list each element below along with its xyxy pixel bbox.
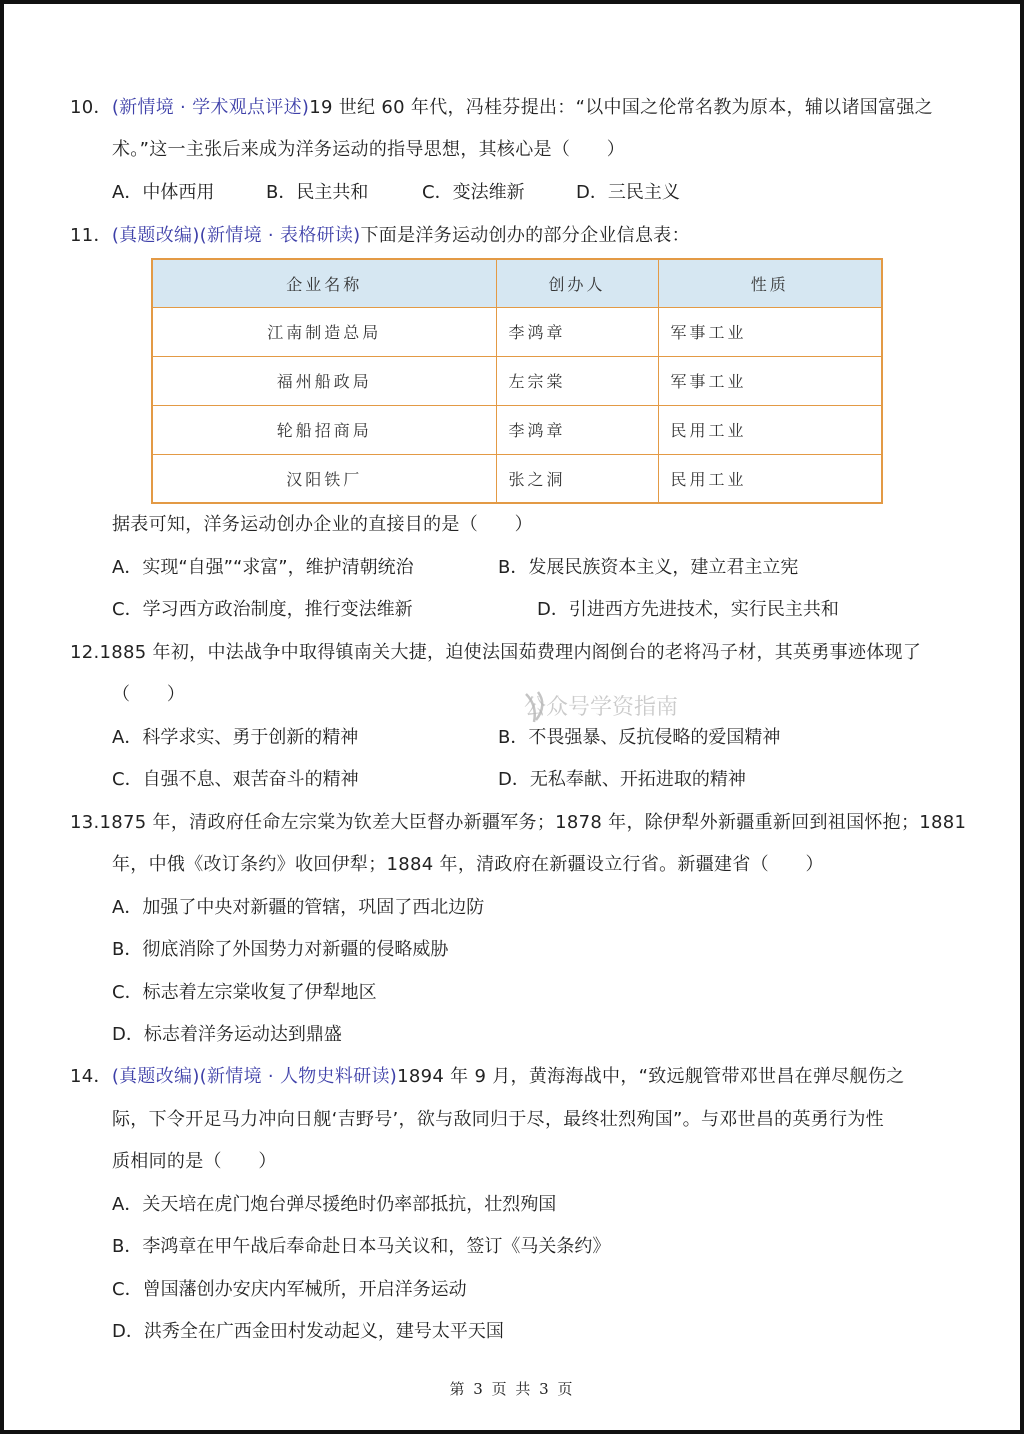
q14-text-1: 1894 年 9 月，黄海海战中，“致远舰管带邓世昌在弹尽舰伤之 xyxy=(397,1066,905,1087)
q13-option-a: A．加强了中央对新疆的管辖，巩固了西北边防 xyxy=(112,897,485,918)
table-row xyxy=(152,307,882,356)
q10-option-c: C．变法维新 xyxy=(422,182,525,203)
page-footer: 第 3 页 共 3 页 xyxy=(449,1380,575,1398)
q13-option-d: D．标志着洋务运动达到鼎盛 xyxy=(112,1024,342,1045)
table-row xyxy=(152,454,882,503)
table-cell: 左宗棠 xyxy=(496,356,658,405)
table-cell: 李鸿章 xyxy=(496,307,658,356)
q13-option-b: B．彻底消除了外国势力对新疆的侵略威胁 xyxy=(112,939,449,960)
table-cell: 江南制造总局 xyxy=(152,307,496,356)
q14-option-d: D．洪秀全在广西金田村发动起义，建号太平天国 xyxy=(112,1321,504,1342)
table-cell: 李鸿章 xyxy=(496,405,658,454)
table-cell: 军事工业 xyxy=(658,307,882,356)
q11-tag-2: (新情境 · 表格研读) xyxy=(199,225,361,246)
q10-text-1: 19 世纪 60 年代，冯桂芬提出：“以中国之伦常名教为原本，辅以诸国富强之 xyxy=(309,97,933,118)
table-header-nature: 性质 xyxy=(658,259,882,307)
table-cell: 民用工业 xyxy=(658,405,882,454)
q13-line1: 13.1875 年，清政府任命左宗棠为钦差大臣督办新疆军务；1878 年，除伊犁外新疆重新回到祖国怀抱；1881 xyxy=(70,812,967,833)
table-header-row xyxy=(152,259,882,307)
table-cell: 轮船招商局 xyxy=(152,405,496,454)
table-cell: 汉阳铁厂 xyxy=(152,454,496,503)
q12-option-b: B．不畏强暴、反抗侵略的爱国精神 xyxy=(498,727,781,748)
table-row xyxy=(152,356,882,405)
q14-line1 xyxy=(70,1065,904,1089)
q11-question: 据表可知，洋务运动创办企业的直接目的是（ ） xyxy=(112,514,533,535)
q11-number: 11． xyxy=(70,225,112,246)
q14-number: 14． xyxy=(70,1066,112,1087)
table-cell: 民用工业 xyxy=(658,454,882,503)
q13-option-c: C．标志着左宗棠收复了伊犁地区 xyxy=(112,982,377,1003)
q11-line1 xyxy=(70,224,690,248)
q10-option-d: D．三民主义 xyxy=(576,182,680,203)
enterprise-table xyxy=(151,258,883,504)
q11-intro: 下面是洋务运动创办的部分企业信息表： xyxy=(360,225,690,246)
q14-option-c: C．曾国藩创办安庆内军械所，开启洋务运动 xyxy=(112,1279,467,1300)
q14-line3: 质相同的是（ ） xyxy=(112,1151,277,1172)
q10-option-b: B．民主共和 xyxy=(266,182,369,203)
q14-line2: 际，下令开足马力冲向日舰‘吉野号’，欲与敌同归于尽，最终壮烈殉国”。与邓世昌的英勇行为性 xyxy=(112,1109,884,1130)
q14-tag-1: (真题改编) xyxy=(111,1066,200,1087)
q14-tag-2: (新情境 · 人物史料研读) xyxy=(199,1066,398,1087)
table-row xyxy=(152,405,882,454)
table-cell: 福州船政局 xyxy=(152,356,496,405)
table-header-name: 企业名称 xyxy=(152,259,496,307)
q10-line1 xyxy=(70,96,933,120)
q12-option-c: C．自强不息、艰苦奋斗的精神 xyxy=(112,769,359,790)
table-cell: 军事工业 xyxy=(658,356,882,405)
watermark: 公众号学资指南 xyxy=(524,695,679,720)
q10-line2: 术。”这一主张后来成为洋务运动的指导思想，其核心是（ ） xyxy=(112,139,626,160)
q12-line1: 12.1885 年初，中法战争中取得镇南关大捷，迫使法国茹费理内阁倒台的老将冯子材，其英勇事迹体现了 xyxy=(70,642,922,663)
q10-option-a: A．中体西用 xyxy=(112,182,215,203)
q14-option-b: B．李鸿章在甲午战后奉命赴日本马关议和，签订《马关条约》 xyxy=(112,1236,611,1257)
q11-option-d: D．引进西方先进技术，实行民主共和 xyxy=(537,599,839,620)
q11-option-b: B．发展民族资本主义，建立君主立宪 xyxy=(498,557,799,578)
table-cell: 张之洞 xyxy=(496,454,658,503)
q12-option-a: A．科学求实、勇于创新的精神 xyxy=(112,727,359,748)
q12-option-d: D．无私奉献、开拓进取的精神 xyxy=(498,769,746,790)
q10-number: 10． xyxy=(70,97,112,118)
q11-tag-1: (真题改编) xyxy=(111,225,200,246)
q10-tag: (新情境 · 学术观点评述) xyxy=(111,97,310,118)
q11-option-c: C．学习西方政治制度，推行变法维新 xyxy=(112,599,413,620)
q13-line2: 年，中俄《改订条约》收回伊犁；1884 年，清政府在新疆设立行省。新疆建省（ ） xyxy=(112,854,824,875)
q14-option-a: A．关天培在虎门炮台弹尽援绝时仍率部抵抗，壮烈殉国 xyxy=(112,1194,557,1215)
table-header-founder: 创办人 xyxy=(496,259,658,307)
q11-option-a: A．实现“自强”“求富”，维护清朝统治 xyxy=(112,557,414,578)
q12-line2: （ ） xyxy=(112,684,186,705)
